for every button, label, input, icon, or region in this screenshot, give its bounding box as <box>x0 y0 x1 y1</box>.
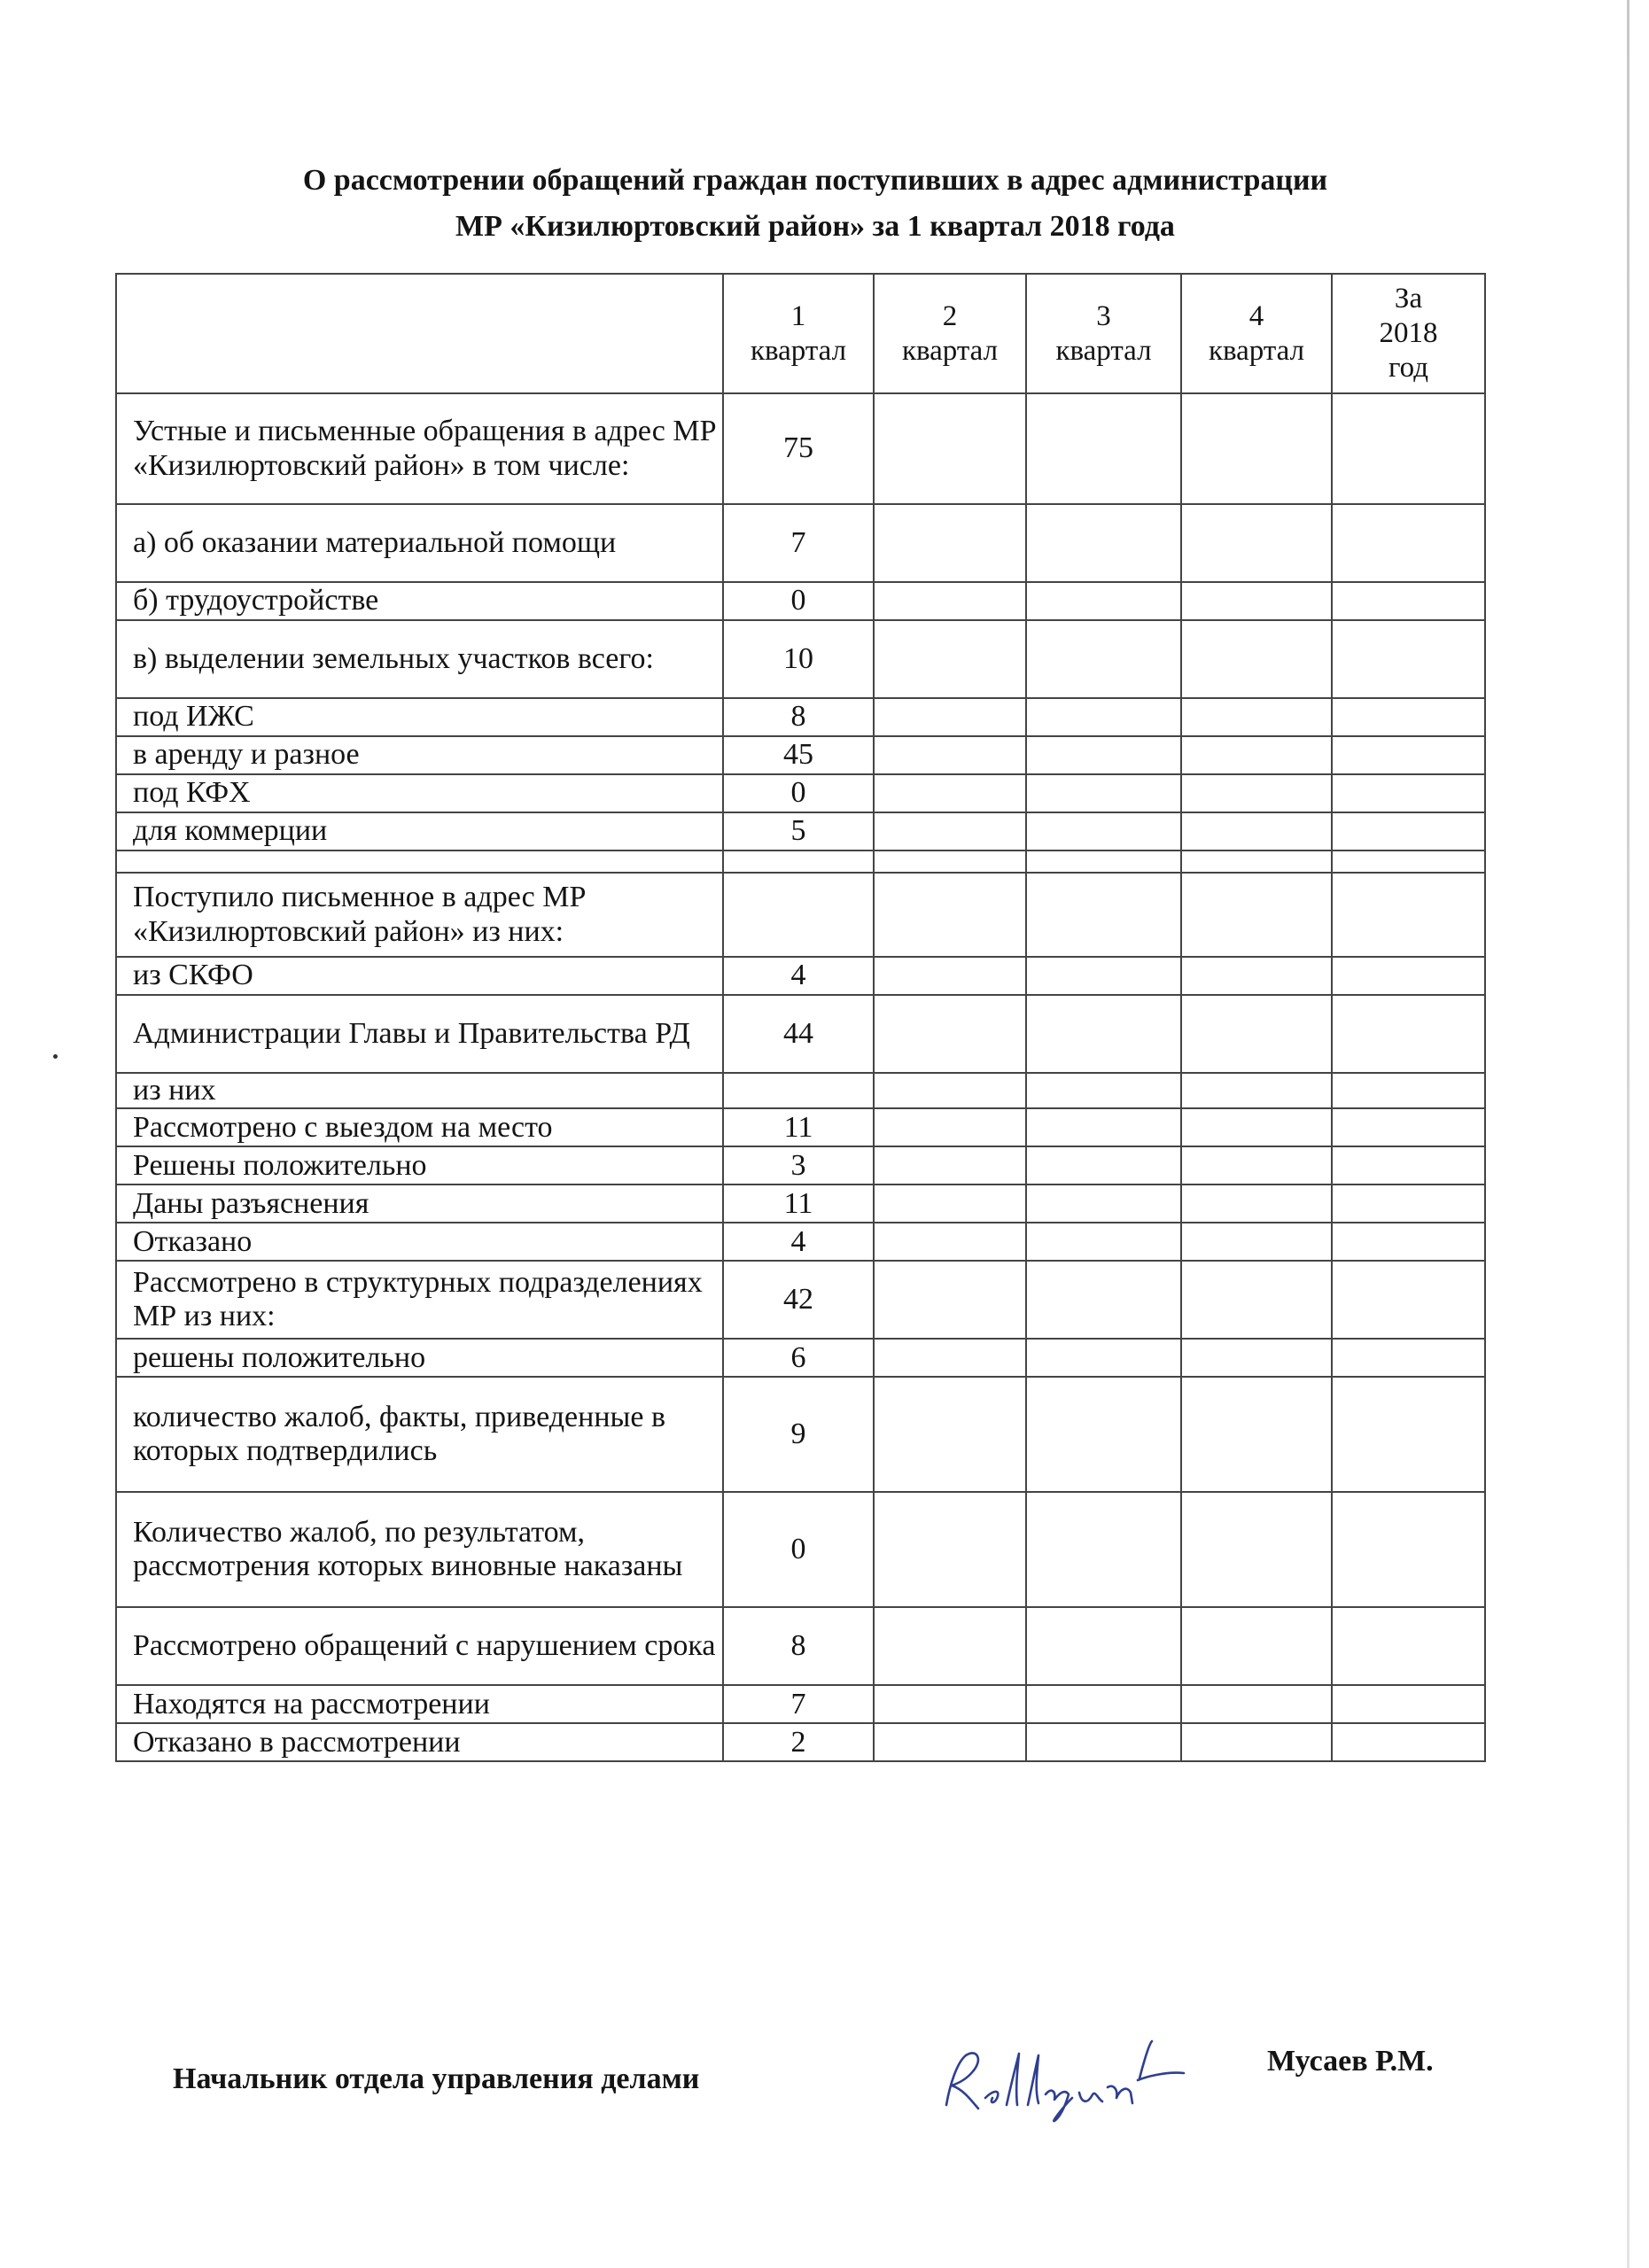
q1-value: 0 <box>723 582 874 620</box>
table-row <box>116 1108 1485 1146</box>
q3-value <box>1026 698 1181 736</box>
q3-value <box>1026 504 1181 582</box>
q2-value <box>874 1073 1026 1108</box>
q3-value <box>1026 1073 1181 1108</box>
table-row <box>116 698 1485 736</box>
q4-value <box>1181 957 1332 995</box>
handwritten-signature <box>930 2036 1187 2124</box>
table-row <box>116 995 1485 1073</box>
q1-value: 8 <box>723 698 874 736</box>
q4-value <box>1181 850 1332 873</box>
year-value <box>1332 620 1485 698</box>
q2-value <box>874 995 1026 1073</box>
q2-value <box>874 393 1026 504</box>
q1-value: 75 <box>723 393 874 504</box>
year-value <box>1332 1261 1485 1339</box>
year-value <box>1332 582 1485 620</box>
q4-value <box>1181 1607 1332 1685</box>
row-label: Устные и письменные обращения в адрес МР «Кизилюртовский район» в том числе: <box>116 393 723 504</box>
row-label: количество жалоб, факты, приведенные в которых подтвердились <box>116 1377 723 1492</box>
year-value <box>1332 774 1485 812</box>
q1-value: 0 <box>723 774 874 812</box>
year-value <box>1332 1377 1485 1492</box>
q4-value <box>1181 995 1332 1073</box>
q1-value: 0 <box>723 1492 874 1607</box>
q2-value <box>874 504 1026 582</box>
q2-value <box>874 774 1026 812</box>
q2-value <box>874 698 1026 736</box>
q4-value <box>1181 1723 1332 1761</box>
table-row <box>116 1377 1485 1492</box>
q3-value <box>1026 774 1181 812</box>
row-label: Даны разъяснения <box>116 1184 723 1223</box>
q3-value <box>1026 1261 1181 1339</box>
year-value <box>1332 1607 1485 1685</box>
table-row <box>116 873 1485 957</box>
q3-value <box>1026 812 1181 850</box>
row-label: под ИЖС <box>116 698 723 736</box>
q3-value <box>1026 850 1181 873</box>
row-label: Находятся на рассмотрении <box>116 1685 723 1723</box>
scan-speck <box>53 1054 58 1059</box>
year-value <box>1332 736 1485 774</box>
header-year-total <box>1332 274 1485 393</box>
q2-value <box>874 1223 1026 1261</box>
q1-value <box>723 850 874 873</box>
header-q3 <box>1026 274 1181 393</box>
q1-value: 3 <box>723 1146 874 1184</box>
year-value <box>1332 873 1485 957</box>
year-value <box>1332 393 1485 504</box>
row-label: а) об оказании материальной помощи <box>116 504 723 582</box>
q4-value <box>1181 1377 1332 1492</box>
q4-value <box>1181 1492 1332 1607</box>
row-label: Отказано <box>116 1223 723 1261</box>
q4-value <box>1181 736 1332 774</box>
q1-value: 11 <box>723 1108 874 1146</box>
table-row <box>116 1261 1485 1339</box>
q3-value <box>1026 1492 1181 1607</box>
q1-value: 2 <box>723 1723 874 1761</box>
year-value <box>1332 850 1485 873</box>
table-row <box>116 1073 1485 1108</box>
q4-value <box>1181 1685 1332 1723</box>
q2-value <box>874 736 1026 774</box>
q1-value: 42 <box>723 1261 874 1339</box>
q4-value <box>1181 1261 1332 1339</box>
header-empty-cell <box>116 274 723 393</box>
q2-value <box>874 1685 1026 1723</box>
year-value <box>1332 504 1485 582</box>
q3-value <box>1026 873 1181 957</box>
table-row <box>116 850 1485 873</box>
year-value <box>1332 957 1485 995</box>
row-label: из них <box>116 1073 723 1108</box>
table-header-row <box>116 274 1485 393</box>
q4-value <box>1181 774 1332 812</box>
q3-value <box>1026 1685 1181 1723</box>
q4-value <box>1181 1108 1332 1146</box>
title-line-2: МР «Кизилюртовский район» за 1 квартал 2018 года <box>455 210 1175 243</box>
q3-value <box>1026 620 1181 698</box>
header-q2-word: квартал <box>901 334 999 367</box>
table-row <box>116 957 1485 995</box>
header-q3-word: квартал <box>1055 334 1152 367</box>
q3-value <box>1026 1723 1181 1761</box>
table-row <box>116 812 1485 850</box>
page-edge-shadow <box>1627 0 1630 2268</box>
q4-value <box>1181 393 1332 504</box>
signature-block <box>173 2045 1502 2124</box>
year-value <box>1332 1723 1485 1761</box>
header-q2 <box>874 274 1026 393</box>
row-label: для коммерции <box>116 812 723 850</box>
year-value <box>1332 1223 1485 1261</box>
appeals-table <box>115 273 1486 1762</box>
header-q4-number: 4 <box>1248 299 1264 332</box>
row-label: Рассмотрено в структурных подразделениях МР из них: <box>116 1261 723 1339</box>
q4-value <box>1181 873 1332 957</box>
year-value <box>1332 812 1485 850</box>
q1-value: 10 <box>723 620 874 698</box>
q3-value <box>1026 1223 1181 1261</box>
header-q2-number: 2 <box>942 299 958 332</box>
document-title <box>124 158 1506 250</box>
q1-value: 6 <box>723 1339 874 1377</box>
q2-value <box>874 1607 1026 1685</box>
signer-position: Начальник отдела управления делами <box>173 2062 700 2095</box>
year-value <box>1332 995 1485 1073</box>
q3-value <box>1026 1607 1181 1685</box>
table-row <box>116 1146 1485 1184</box>
row-label: б) трудоустройстве <box>116 582 723 620</box>
row-label: в) выделении земельных участков всего: <box>116 620 723 698</box>
table-row <box>116 1723 1485 1761</box>
q3-value <box>1026 1146 1181 1184</box>
q1-value: 44 <box>723 995 874 1073</box>
q2-value <box>874 1492 1026 1607</box>
table-row <box>116 1184 1485 1223</box>
header-q4-word: квартал <box>1208 334 1305 367</box>
q3-value <box>1026 1184 1181 1223</box>
q2-value <box>874 1108 1026 1146</box>
row-label: Решены положительно <box>116 1146 723 1184</box>
q4-value <box>1181 1339 1332 1377</box>
row-label: из СКФО <box>116 957 723 995</box>
header-year-line-2: 2018 <box>1379 317 1438 350</box>
signer-name: Мусаев Р.М. <box>1267 2045 1434 2078</box>
q4-value <box>1181 1223 1332 1261</box>
q1-value: 45 <box>723 736 874 774</box>
header-year-line-1: За <box>1394 283 1423 315</box>
row-label: Количество жалоб, по результатом, рассмотрения которых виновные наказаны <box>116 1492 723 1607</box>
q1-value: 11 <box>723 1184 874 1223</box>
q4-value <box>1181 698 1332 736</box>
row-label: в аренду и разное <box>116 736 723 774</box>
year-value <box>1332 1146 1485 1184</box>
row-label: под КФХ <box>116 774 723 812</box>
q2-value <box>874 812 1026 850</box>
year-value <box>1332 1685 1485 1723</box>
q3-value <box>1026 1339 1181 1377</box>
table-row <box>116 504 1485 582</box>
row-label: решены положительно <box>116 1339 723 1377</box>
q1-value: 7 <box>723 504 874 582</box>
table-row <box>116 736 1485 774</box>
year-value <box>1332 1339 1485 1377</box>
q2-value <box>874 873 1026 957</box>
q2-value <box>874 620 1026 698</box>
q4-value <box>1181 812 1332 850</box>
q4-value <box>1181 620 1332 698</box>
table-row <box>116 774 1485 812</box>
row-label: Рассмотрено с выездом на место <box>116 1108 723 1146</box>
table-row <box>116 1339 1485 1377</box>
table-row <box>116 1607 1485 1685</box>
header-q4 <box>1181 274 1332 393</box>
year-value <box>1332 1492 1485 1607</box>
q3-value <box>1026 393 1181 504</box>
table-row <box>116 582 1485 620</box>
q2-value <box>874 582 1026 620</box>
q1-value <box>723 1073 874 1108</box>
q1-value: 8 <box>723 1607 874 1685</box>
table-row <box>116 393 1485 504</box>
q3-value <box>1026 736 1181 774</box>
q3-value <box>1026 1108 1181 1146</box>
q3-value <box>1026 995 1181 1073</box>
q1-value: 4 <box>723 957 874 995</box>
title-line-1: О рассмотрении обращений граждан поступивших в адрес администрации <box>302 164 1328 197</box>
q4-value <box>1181 582 1332 620</box>
q3-value <box>1026 957 1181 995</box>
q2-value <box>874 1146 1026 1184</box>
year-value <box>1332 1073 1485 1108</box>
q2-value <box>874 957 1026 995</box>
q3-value <box>1026 1377 1181 1492</box>
q1-value <box>723 873 874 957</box>
header-q1-word: квартал <box>750 334 847 367</box>
q2-value <box>874 850 1026 873</box>
q2-value <box>874 1261 1026 1339</box>
year-value <box>1332 698 1485 736</box>
year-value <box>1332 1108 1485 1146</box>
q2-value <box>874 1723 1026 1761</box>
header-q3-number: 3 <box>1096 299 1111 332</box>
row-label <box>116 850 723 873</box>
table-row <box>116 1685 1485 1723</box>
q3-value <box>1026 582 1181 620</box>
q1-value: 7 <box>723 1685 874 1723</box>
header-q1-number: 1 <box>790 299 806 332</box>
q4-value <box>1181 1146 1332 1184</box>
q1-value: 5 <box>723 812 874 850</box>
q4-value <box>1181 1184 1332 1223</box>
header-q1 <box>723 274 874 393</box>
table-row <box>116 620 1485 698</box>
row-label: Администрации Главы и Правительства РД <box>116 995 723 1073</box>
header-year-line-3: год <box>1388 351 1429 384</box>
row-label: Отказано в рассмотрении <box>116 1723 723 1761</box>
row-label: Поступило письменное в адрес МР «Кизилюртовский район» из них: <box>116 873 723 957</box>
table-row <box>116 1492 1485 1607</box>
row-label: Рассмотрено обращений с нарушением срока <box>116 1607 723 1685</box>
q4-value <box>1181 1073 1332 1108</box>
q2-value <box>874 1377 1026 1492</box>
q1-value: 4 <box>723 1223 874 1261</box>
q2-value <box>874 1184 1026 1223</box>
q2-value <box>874 1339 1026 1377</box>
year-value <box>1332 1184 1485 1223</box>
q4-value <box>1181 504 1332 582</box>
table-row <box>116 1223 1485 1261</box>
q1-value: 9 <box>723 1377 874 1492</box>
table-body <box>116 393 1485 1761</box>
